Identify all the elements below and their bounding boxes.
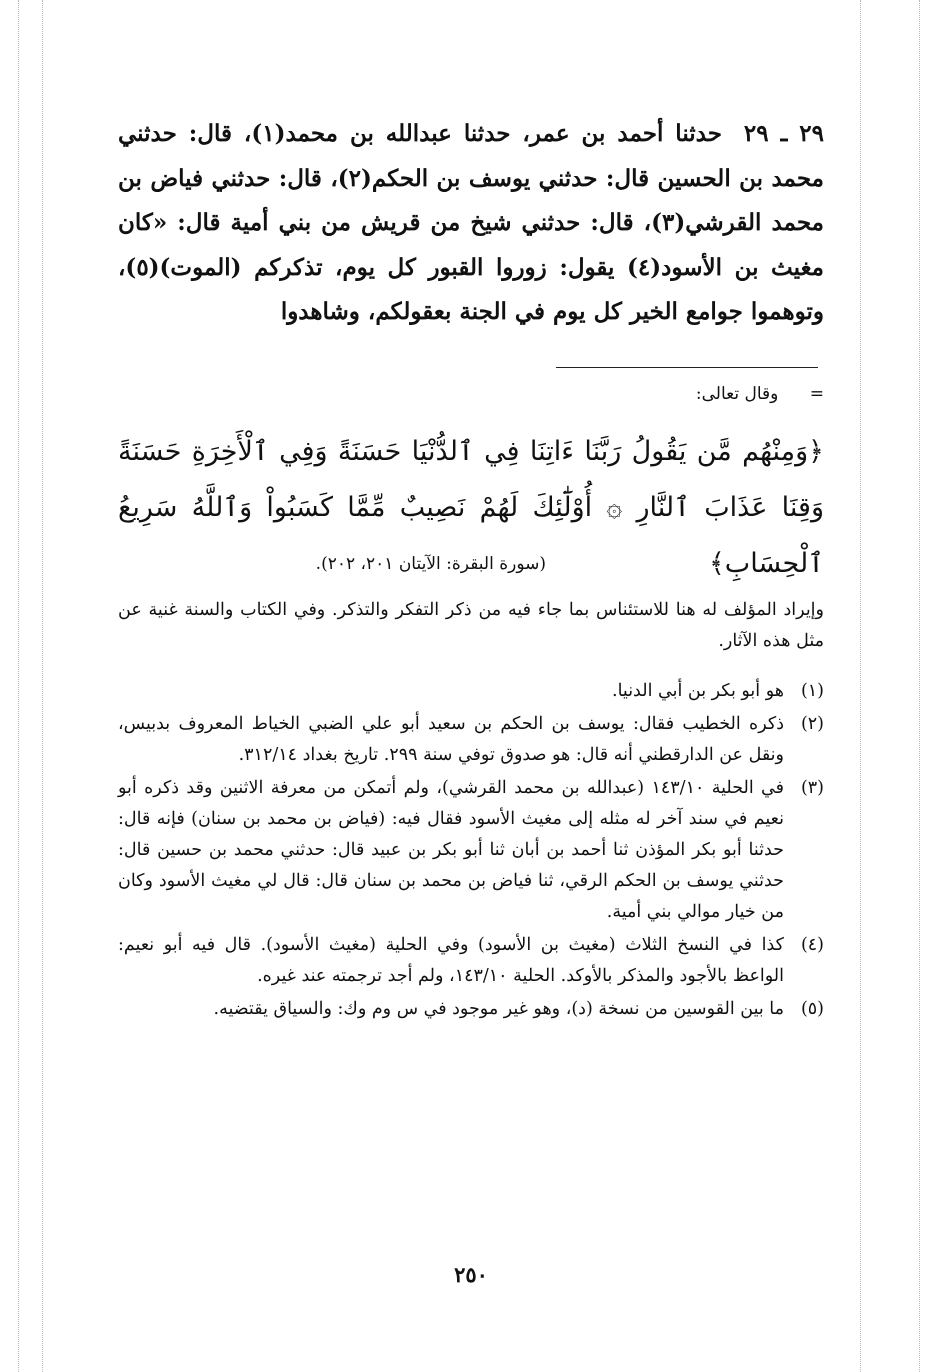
footnote-number: (١) [800,681,824,701]
guide-line-left-outer [18,0,19,1372]
main-paragraph [118,112,824,335]
footnote-3 [118,773,824,928]
guide-line-left-inner [42,0,43,1372]
hadith-text: حدثنا أحمد بن عمر، حدثنا عبدالله بن محمد(١)، قال: حدثني محمد بن الحسين قال: حدثني يوسف بن الحكم(٢)، قال: حدثني فياض بن محمد القرشي(٣)، قال: حدثني شيخ من قريش من بني أمية قال: «كان مغيث بن الأسود(٤) يقول: زوروا القبور كل يوم، تذكركم (الموت)(٥)، وتوهموا جوامع الخير كل يوم في الجنة بعقولكم، وشاهدوا [118,120,824,325]
page-number: ٢٥٠ [454,1262,488,1287]
author-commentary: وإيراد المؤلف له هنا للاستئناس بما جاء فيه من ذكر التفكر والتذكر. وفي الكتاب والسنة غنية عن مثل هذه الآثار. [118,600,824,651]
continuation-marker: = [809,384,824,404]
footnote-separator [556,367,818,368]
footnote-number: (٣) [800,778,824,798]
continuation-line [118,378,824,410]
main-text-block [118,112,824,335]
footnote-number: (٤) [800,935,824,955]
guide-line-right-outer [919,0,920,1372]
footnote-4 [118,930,824,992]
footnote-1 [118,676,824,707]
verse-line-1: ﴿وَمِنْهُم مَّن يَقُولُ رَبَّنَا ءَاتِنَا فِي ٱلدُّنْيَا حَسَنَةً وَفِي ٱلْأَخِرَةِ حَسَنَةً [118,436,824,467]
guide-line-right-inner [860,0,861,1372]
footnote-text: ذكره الخطيب فقال: يوسف بن الحكم بن سعيد أبو علي الضبي الخياط المعروف بدبيس، ونقل عن الدارقطني أنه قال: هو صدوق توفي سنة ٢٩٩. تاريخ بغداد ٣١٢/١٤. [118,714,784,765]
footnote-number: (٥) [800,999,824,1019]
footnote-2 [118,709,824,771]
footnote-text: في الحلية ١٤٣/١٠ (عبدالله بن محمد القرشي)، ولم أتمكن من معرفة الاثنين وقد ذكره أبو نعيم في سند آخر له مثله إلى مغيث الأسود فقال فيه: (فياض بن محمد بن سنان) فإنه قال: حدثنا أبو بكر المؤذن ثنا أحمد بن أبان ثنا أبو بكر بن عبيد قال: حدثني محمد بن حسين قال: حدثني يوسف بن الحكم الرقي، ثنا فياض بن محمد بن سنان قال: قال لي مغيث الأسود وكان من خيار موالي بني أمية. [118,778,785,922]
hadith-number: ٢٩ ـ ٢٩ [743,120,824,147]
footnote-text: ما بين القوسين من نسخة (د)، وهو غير موجود في س وم وك: والسياق يقتضيه. [213,999,784,1019]
footnote-number: (٢) [800,714,824,734]
continuation-text: وقال تعالى: [695,384,779,404]
footnote-5 [118,994,824,1025]
footnotes [118,676,824,1027]
footnote-text: هو أبو بكر بن أبي الدنيا. [612,681,784,701]
surah-reference: (سورة البقرة: الآيتان ٢٠١، ٢٠٢). [315,554,546,574]
footnote-text: كذا في النسخ الثلاث (مغيث بن الأسود) وفي الحلية (مغيث الأسود). قال فيه أبو نعيم: الواعظ بالأجود والمذكر بالأوكد. الحلية ١٤٣/١٠، ولم أجد ترجمته عند غيره. [118,935,784,986]
verse-line-2: وَقِنَا عَذَابَ ٱلنَّارِ ۞ أُوْلَٰٓئِكَ لَهُمْ نَصِيبٌ مِّمَّا كَسَبُواْ وَٱللَّهُ سَرِيعُ ٱلْحِسَابِ﴾ [118,492,824,579]
